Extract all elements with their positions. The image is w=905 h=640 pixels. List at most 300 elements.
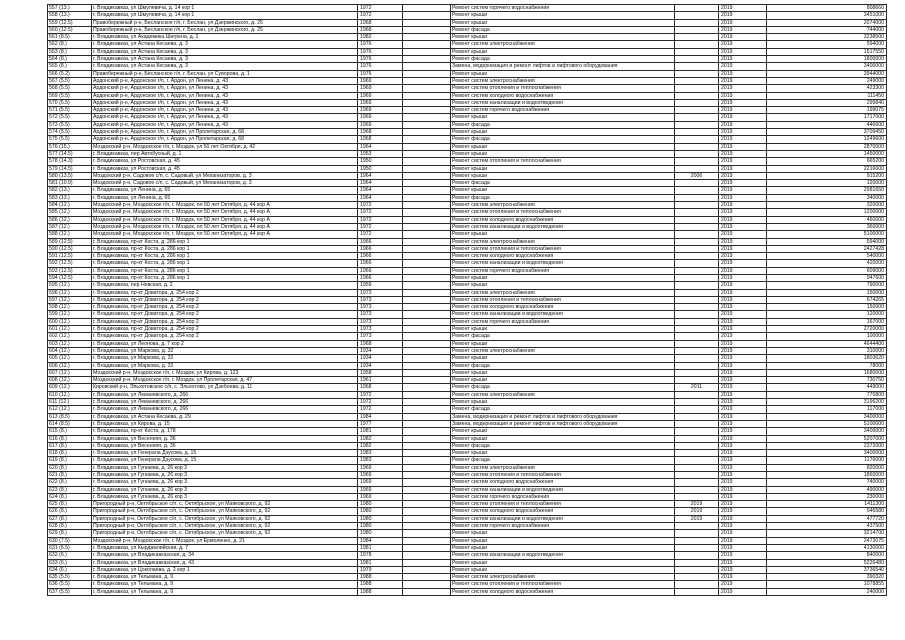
empty-cell — [403, 70, 451, 77]
empty-cell — [403, 209, 451, 216]
planned-year-cell: 2019 — [719, 260, 767, 267]
table-row — [48, 34, 887, 41]
row-number-cell: 633 (6.) — [48, 559, 92, 566]
previous-repair-year-cell — [675, 77, 719, 84]
planned-year-cell: 2019 — [719, 187, 767, 194]
previous-repair-year-cell — [675, 41, 719, 48]
row-number-cell: 622 (8.) — [48, 479, 92, 486]
previous-repair-year-cell: 2011 — [675, 384, 719, 391]
previous-repair-year-cell — [675, 333, 719, 340]
cost-cell: 2720000 — [767, 326, 887, 333]
planned-year-cell: 2019 — [719, 347, 767, 354]
previous-repair-year-cell — [675, 457, 719, 464]
table-row — [48, 172, 887, 179]
build-year-cell: 1969 — [358, 99, 403, 106]
row-number-cell: 618 (8.) — [48, 450, 92, 457]
table-row — [48, 574, 887, 581]
address-cell: г. Владикавказ, ул Гугкаева, д. 26 кор 3 — [92, 479, 358, 486]
table-body — [48, 5, 887, 596]
cost-cell: 2870000 — [767, 143, 887, 150]
row-number-cell: 572 (5.5) — [48, 114, 92, 121]
address-cell: г. Владикавказ, ул Гугкаева, д. 26 кор 3 — [92, 464, 358, 471]
empty-cell — [403, 574, 451, 581]
previous-repair-year-cell — [675, 5, 719, 12]
row-number-cell: 608 (12.) — [48, 377, 92, 384]
work-type-cell: Ремонт крыши — [451, 114, 675, 121]
planned-year-cell: 2019 — [719, 435, 767, 442]
empty-cell — [403, 406, 451, 413]
build-year-cell: 1978 — [358, 552, 403, 559]
previous-repair-year-cell — [675, 267, 719, 274]
planned-year-cell: 2019 — [719, 34, 767, 41]
planned-year-cell: 2019 — [719, 158, 767, 165]
build-year-cell: 1981 — [358, 559, 403, 566]
address-cell: Ардонский р-н, Ардонское г/п, г. Ардон, ул Ленина, д. 43 — [92, 99, 358, 106]
row-number-cell: 621 (8.) — [48, 472, 92, 479]
cost-cell: 4130000 — [767, 544, 887, 551]
planned-year-cell: 2019 — [719, 340, 767, 347]
cost-cell: 150000 — [767, 289, 887, 296]
cost-cell: 730750 — [767, 377, 887, 384]
planned-year-cell: 2019 — [719, 12, 767, 19]
empty-cell — [403, 340, 451, 347]
planned-year-cell: 2019 — [719, 574, 767, 581]
previous-repair-year-cell — [675, 537, 719, 544]
table-row — [48, 19, 887, 26]
row-number-cell: 629 (8.) — [48, 530, 92, 537]
table-row — [48, 566, 887, 573]
empty-cell — [403, 559, 451, 566]
build-year-cell: 1983 — [358, 450, 403, 457]
row-number-cell: 631 (6.5) — [48, 544, 92, 551]
row-number-cell: 602 (12.) — [48, 333, 92, 340]
work-type-cell: Ремонт систем канализации и водоотведения — [451, 223, 675, 230]
empty-cell — [403, 544, 451, 551]
planned-year-cell: 2019 — [719, 552, 767, 559]
table-row — [48, 114, 887, 121]
table-row — [48, 537, 887, 544]
table-row — [48, 530, 887, 537]
build-year-cell: 1982 — [358, 435, 403, 442]
planned-year-cell: 2019 — [719, 267, 767, 274]
cost-cell: 770800 — [767, 391, 887, 398]
build-year-cell: 1968 — [358, 19, 403, 26]
row-number-cell: 577 (14.5) — [48, 150, 92, 157]
address-cell: г. Владикавказ, ул Маркова, д. 32 — [92, 362, 358, 369]
planned-year-cell: 2019 — [719, 486, 767, 493]
address-cell: Ардонский р-н, Ардонское г/п, г. Ардон, ул Пролетарская, д. 68 — [92, 136, 358, 143]
work-type-cell: Ремонт систем отопления и теплоснабжения — [451, 296, 675, 303]
cost-cell: 594000 — [767, 238, 887, 245]
cost-cell: 674265 — [767, 296, 887, 303]
table-row — [48, 391, 887, 398]
previous-repair-year-cell — [675, 158, 719, 165]
planned-year-cell: 2019 — [719, 523, 767, 530]
build-year-cell: 1964 — [358, 143, 403, 150]
empty-cell — [403, 296, 451, 303]
empty-cell — [403, 107, 451, 114]
previous-repair-year-cell — [675, 223, 719, 230]
planned-year-cell: 2019 — [719, 413, 767, 420]
empty-cell — [403, 48, 451, 55]
work-type-cell: Ремонт фасада — [451, 194, 675, 201]
cost-cell: 3238500 — [767, 34, 887, 41]
table-row — [48, 450, 887, 457]
address-cell: г. Владикавказ, ул Астана Кесаева, д. 3 — [92, 41, 358, 48]
cost-cell: 340000 — [767, 194, 887, 201]
previous-repair-year-cell — [675, 377, 719, 384]
previous-repair-year-cell — [675, 581, 719, 588]
address-cell: Моздокский р-н, Моздокское г/п, г. Моздок, пл 50 лет Октября, д. 44 кор А — [92, 231, 358, 238]
previous-repair-year-cell — [675, 391, 719, 398]
previous-repair-year-cell — [675, 274, 719, 281]
address-cell: г. Владикавказ, пр-кт Доватора, д. 254 кор 2 — [92, 304, 358, 311]
row-number-cell: 614 (8.5) — [48, 420, 92, 427]
work-type-cell: Ремонт фасада — [451, 121, 675, 128]
work-type-cell: Ремонт крыши — [451, 143, 675, 150]
table-row — [48, 245, 887, 252]
table-row — [48, 121, 887, 128]
previous-repair-year-cell — [675, 180, 719, 187]
work-type-cell: Ремонт крыши — [451, 369, 675, 376]
cost-cell: 790000 — [767, 282, 887, 289]
planned-year-cell: 2019 — [719, 194, 767, 201]
planned-year-cell: 2019 — [719, 559, 767, 566]
cost-cell: 490000 — [767, 486, 887, 493]
build-year-cell: 1969 — [358, 486, 403, 493]
empty-cell — [403, 399, 451, 406]
table-row — [48, 413, 887, 420]
previous-repair-year-cell — [675, 253, 719, 260]
row-number-cell: 593 (12.5) — [48, 267, 92, 274]
previous-repair-year-cell — [675, 479, 719, 486]
empty-cell — [403, 413, 451, 420]
address-cell: г. Владикавказ, ул Генерала Дзусова, д. 15 — [92, 450, 358, 457]
address-cell: г. Владикавказ, ул Маркова, д. 32 — [92, 355, 358, 362]
cost-cell: 360000 — [767, 223, 887, 230]
planned-year-cell: 2019 — [719, 311, 767, 318]
table-row — [48, 41, 887, 48]
work-type-cell: Ремонт систем горячего водоснабжения — [451, 5, 675, 12]
empty-cell — [403, 566, 451, 573]
empty-cell — [403, 274, 451, 281]
planned-year-cell: 2019 — [719, 26, 767, 33]
cost-cell: 5226480 — [767, 559, 887, 566]
build-year-cell: 1980 — [358, 530, 403, 537]
cost-cell: 3451000 — [767, 12, 887, 19]
previous-repair-year-cell — [675, 260, 719, 267]
row-number-cell: 583 (13.) — [48, 194, 92, 201]
build-year-cell: 1958 — [358, 369, 403, 376]
address-cell: г. Владикавказ, пр-кт Коста, д. 178 — [92, 428, 358, 435]
empty-cell — [403, 311, 451, 318]
empty-cell — [403, 457, 451, 464]
build-year-cell: 1976 — [358, 41, 403, 48]
previous-repair-year-cell — [675, 282, 719, 289]
work-type-cell: Ремонт систем холодного водоснабжения — [451, 588, 675, 595]
table-row — [48, 267, 887, 274]
cost-cell: 3709450 — [767, 129, 887, 136]
work-type-cell: Ремонт крыши — [451, 566, 675, 573]
row-number-cell: 586 (12.) — [48, 216, 92, 223]
row-number-cell: 601 (12.) — [48, 326, 92, 333]
planned-year-cell: 2019 — [719, 143, 767, 150]
address-cell: г. Владикавказ, ул Леваневского, д. 266 — [92, 406, 358, 413]
empty-cell — [403, 5, 451, 12]
row-number-cell: 559 (12.5) — [48, 19, 92, 26]
cost-cell: 120000 — [767, 311, 887, 318]
table-row — [48, 472, 887, 479]
address-cell: г. Владикавказ, ул Астана Кесаева, д. 3 — [92, 56, 358, 63]
previous-repair-year-cell — [675, 194, 719, 201]
build-year-cell: 1973 — [358, 333, 403, 340]
previous-repair-year-cell — [675, 530, 719, 537]
previous-repair-year-cell — [675, 107, 719, 114]
empty-cell — [403, 26, 451, 33]
table-row — [48, 435, 887, 442]
previous-repair-year-cell — [675, 48, 719, 55]
address-cell: Правобережный р-н, Бесланское г/п, г. Беслан, ул Суворова, д. 1 — [92, 70, 358, 77]
table-row — [48, 340, 887, 347]
previous-repair-year-cell — [675, 136, 719, 143]
planned-year-cell: 2019 — [719, 420, 767, 427]
planned-year-cell: 2019 — [719, 56, 767, 63]
cost-cell: 446600 — [767, 121, 887, 128]
address-cell: г. Владикавказ, ул Владикавказская, д. 34 — [92, 552, 358, 559]
planned-year-cell: 2019 — [719, 391, 767, 398]
empty-cell — [403, 347, 451, 354]
cost-cell: 820000 — [767, 464, 887, 471]
empty-cell — [403, 282, 451, 289]
row-number-cell: 625 (8.) — [48, 501, 92, 508]
row-number-cell: 573 (5.5) — [48, 121, 92, 128]
cost-cell: 423300 — [767, 85, 887, 92]
row-number-cell: 575 (5.5) — [48, 136, 92, 143]
table-row — [48, 274, 887, 281]
empty-cell — [403, 530, 451, 537]
build-year-cell: 1980 — [358, 508, 403, 515]
previous-repair-year-cell — [675, 245, 719, 252]
planned-year-cell: 2019 — [719, 406, 767, 413]
planned-year-cell: 2019 — [719, 384, 767, 391]
empty-cell — [403, 165, 451, 172]
previous-repair-year-cell — [675, 150, 719, 157]
empty-cell — [403, 172, 451, 179]
build-year-cell: 1968 — [358, 340, 403, 347]
empty-cell — [403, 537, 451, 544]
row-number-cell: 560 (12.5) — [48, 26, 92, 33]
planned-year-cell: 2019 — [719, 588, 767, 595]
previous-repair-year-cell — [675, 435, 719, 442]
address-cell: г. Владикавказ, ул Леваневского, д. 266 — [92, 391, 358, 398]
address-cell: Пригородный р-н, Октябрьское с/п, с. Октябрьское, ул Маяковского, д. 92 — [92, 530, 358, 537]
planned-year-cell: 2019 — [719, 202, 767, 209]
planned-year-cell: 2019 — [719, 530, 767, 537]
row-number-cell: 566 (5.2) — [48, 70, 92, 77]
work-type-cell: Ремонт крыши — [451, 12, 675, 19]
row-number-cell: 563 (8.) — [48, 48, 92, 55]
planned-year-cell: 2019 — [719, 399, 767, 406]
cost-cell: 744000 — [767, 26, 887, 33]
address-cell: Моздокский р-н, Садовое с/п, с. Садовый, ул Механизаторов, д. 3 — [92, 172, 358, 179]
work-type-cell: Ремонт систем отопления и теплоснабжения — [451, 209, 675, 216]
planned-year-cell: 2019 — [719, 326, 767, 333]
table-row — [48, 406, 887, 413]
address-cell: Ардонский р-н, Ардонское г/п, г. Ардон, ул Ленина, д. 43 — [92, 92, 358, 99]
cost-cell: 2372000 — [767, 442, 887, 449]
planned-year-cell: 2019 — [719, 377, 767, 384]
table-row — [48, 486, 887, 493]
previous-repair-year-cell — [675, 574, 719, 581]
table-row — [48, 581, 887, 588]
address-cell: Моздокский р-н, Моздокское г/п, г. Моздок, ул Кирова, д. 123 — [92, 369, 358, 376]
table-row — [48, 464, 887, 471]
empty-cell — [403, 245, 451, 252]
row-number-cell: 607 (12.) — [48, 369, 92, 376]
previous-repair-year-cell — [675, 472, 719, 479]
cost-cell: 3400000 — [767, 428, 887, 435]
address-cell: Кировский р-н, Эльхотовское с/п, с. Эльхотово, ул Дзебоева, д. 11 — [92, 384, 358, 391]
planned-year-cell: 2019 — [719, 48, 767, 55]
empty-cell — [403, 420, 451, 427]
build-year-cell: 1969 — [358, 85, 403, 92]
work-type-cell: Ремонт фасада — [451, 442, 675, 449]
table-row — [48, 12, 887, 19]
work-type-cell: Ремонт крыши — [451, 544, 675, 551]
build-year-cell: 1976 — [358, 56, 403, 63]
planned-year-cell: 2019 — [719, 544, 767, 551]
row-number-cell: 619 (8.) — [48, 457, 92, 464]
cost-cell: 150000 — [767, 304, 887, 311]
work-type-cell: Замена, модернизация и ремонт лифтов и лифтового оборудования — [451, 63, 675, 70]
row-number-cell: 609 (12.) — [48, 384, 92, 391]
table-row — [48, 559, 887, 566]
address-cell: г. Владикавказ, ул Гугкаева, д. 26 кор 3 — [92, 493, 358, 500]
work-type-cell: Ремонт систем горячего водоснабжения — [451, 523, 675, 530]
previous-repair-year-cell — [675, 413, 719, 420]
row-number-cell: 578 (14.3) — [48, 158, 92, 165]
address-cell: г. Владикавказ, ул Шмулевича, д. 14 кор 1 — [92, 12, 358, 19]
cost-cell: 460000 — [767, 216, 887, 223]
build-year-cell: 1976 — [358, 63, 403, 70]
planned-year-cell: 2019 — [719, 501, 767, 508]
row-number-cell: 580 (13.5) — [48, 172, 92, 179]
build-year-cell: 1973 — [358, 318, 403, 325]
build-year-cell: 1982 — [358, 34, 403, 41]
empty-cell — [403, 12, 451, 19]
build-year-cell: 1979 — [358, 566, 403, 573]
row-number-cell: 626 (8.) — [48, 508, 92, 515]
planned-year-cell: 2019 — [719, 362, 767, 369]
build-year-cell: 1968 — [358, 136, 403, 143]
planned-year-cell: 2019 — [719, 238, 767, 245]
build-year-cell: 1981 — [358, 428, 403, 435]
previous-repair-year-cell — [675, 428, 719, 435]
table-row — [48, 369, 887, 376]
row-number-cell: 630 (7.5) — [48, 537, 92, 544]
table-row — [48, 99, 887, 106]
empty-cell — [403, 92, 451, 99]
row-number-cell: 624 (8.) — [48, 493, 92, 500]
planned-year-cell: 2019 — [719, 165, 767, 172]
planned-year-cell: 2019 — [719, 457, 767, 464]
cost-cell: 2981650 — [767, 187, 887, 194]
address-cell: г. Владикавказ, ул Ростовская, д. 45 — [92, 158, 358, 165]
work-type-cell: Ремонт крыши — [451, 340, 675, 347]
build-year-cell: 1964 — [358, 194, 403, 201]
previous-repair-year-cell — [675, 99, 719, 106]
previous-repair-year-cell — [675, 216, 719, 223]
build-year-cell: 1972 — [358, 12, 403, 19]
previous-repair-year-cell: 2019 — [675, 508, 719, 515]
cost-cell: 1680000 — [767, 369, 887, 376]
work-type-cell: Ремонт крыши — [451, 435, 675, 442]
cost-cell: 320000 — [767, 202, 887, 209]
work-type-cell: Ремонт фасада — [451, 406, 675, 413]
cost-cell: 808660 — [767, 5, 887, 12]
address-cell: г. Владикавказ, ул Ленина, д. 65 — [92, 194, 358, 201]
work-type-cell: Ремонт систем электроснабжения — [451, 574, 675, 581]
table-row — [48, 588, 887, 595]
cost-cell: 2074000 — [767, 19, 887, 26]
previous-repair-year-cell — [675, 464, 719, 471]
row-number-cell: 568 (5.5) — [48, 85, 92, 92]
previous-repair-year-cell — [675, 209, 719, 216]
row-number-cell: 616 (8.) — [48, 435, 92, 442]
work-type-cell: Ремонт систем отопления и теплоснабжения — [451, 581, 675, 588]
cost-cell: 230000 — [767, 493, 887, 500]
previous-repair-year-cell — [675, 552, 719, 559]
build-year-cell: 1980 — [358, 515, 403, 522]
row-number-cell: 564 (8.) — [48, 56, 92, 63]
table-row — [48, 187, 887, 194]
row-number-cell: 570 (5.5) — [48, 99, 92, 106]
cost-cell: 1249600 — [767, 136, 887, 143]
table-row — [48, 85, 887, 92]
address-cell: Ардонский р-н, Ардонское г/п, г. Ардон, ул Ленина, д. 43 — [92, 107, 358, 114]
build-year-cell: 1980 — [358, 523, 403, 530]
row-number-cell: 636 (5.5) — [48, 581, 92, 588]
work-type-cell: Ремонт систем холодного водоснабжения — [451, 508, 675, 515]
work-type-cell: Ремонт систем электроснабжения — [451, 202, 675, 209]
planned-year-cell: 2019 — [719, 172, 767, 179]
work-type-cell: Ремонт крыши — [451, 450, 675, 457]
build-year-cell: 1969 — [358, 472, 403, 479]
address-cell: г. Владикавказ, пр-кт Коста, д. 286 кор 1 — [92, 274, 358, 281]
previous-repair-year-cell — [675, 544, 719, 551]
empty-cell — [403, 377, 451, 384]
empty-cell — [403, 34, 451, 41]
table-row — [48, 428, 887, 435]
empty-cell — [403, 267, 451, 274]
empty-cell — [403, 41, 451, 48]
previous-repair-year-cell — [675, 26, 719, 33]
table-row — [48, 311, 887, 318]
row-number-cell: 584 (12.) — [48, 202, 92, 209]
address-cell: г. Владикавказ, ул Тельмана, д. 9 — [92, 588, 358, 595]
previous-repair-year-cell — [675, 165, 719, 172]
cost-cell: 665200 — [767, 158, 887, 165]
address-cell: г. Владикавказ, ул Тельмана, д. 9 — [92, 574, 358, 581]
row-number-cell: 581 (10.9) — [48, 180, 92, 187]
cost-cell: 3400000 — [767, 413, 887, 420]
planned-year-cell: 2019 — [719, 442, 767, 449]
build-year-cell: 1953 — [358, 150, 403, 157]
planned-year-cell: 2019 — [719, 450, 767, 457]
cost-cell: 437500 — [767, 523, 887, 530]
table-row — [48, 493, 887, 500]
empty-cell — [403, 216, 451, 223]
